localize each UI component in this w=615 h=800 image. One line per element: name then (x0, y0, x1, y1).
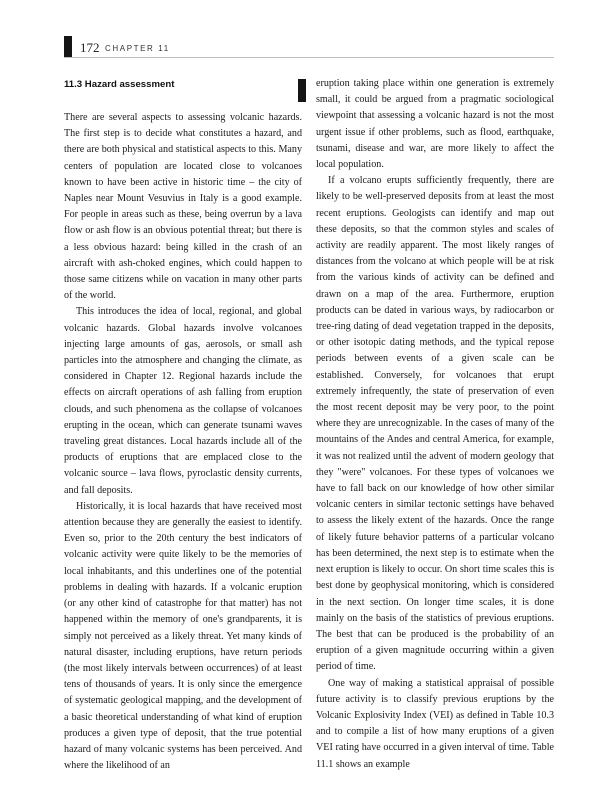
paragraph: If a volcano erupts sufficiently frequently, there are likely to be well-preserved deposits from at least the most recent eruptions. Geologists can identify and map out these deposits, so that the common styles and scales of activity are readily apparent. The most likely ranges of distances from the volcano at which people will be at risk from the various kinds of activity can be defined and drawn on a map of the area. Furthermore, eruption products can be dated in various ways, by radiocarbon or tree-ring dating of dead vegetation trapped in the deposits, or other isotopic dating methods, and the typical repose periods between events of a given scale can be established. Conversely, for volcanoes that erupt extremely infrequently, the state of preservation of even the most recent deposit may be very poor, to the point where they are unrecognizable. In the cases of many of the mountains of the Andes and central America, for example, it was not realized until the advent of modern geology that they "were" volcanoes. For these types of volcanoes we have to fall back on our knowledge of how other similar volcanic centers in similar tectonic settings have behaved to assess the likely extent of the hazards. Once the range of likely future behavior patterns of a particular volcano has been determined, the next step is to estimate when the next eruption is likely to occur. On short time scales this is best done by geophysical monitoring, which is considered in the next section. On longer time scales, it is done mainly on the basis of the statistics of previous eruptions. The best that can be produced is the probability of an eruption of a given magnitude occurring within a given period of time. (316, 175, 554, 673)
header-rule (64, 57, 554, 58)
section-title: 11.3 Hazard assessment (64, 79, 175, 90)
paragraph: There are several aspects to assessing volcanic hazards. The first step is to decide what constitutes a hazard, and there are both physical and statistical aspects to this. Many centers of population are located close to volcanoes known to have been active in historic time – the city of Naples near Mount Vesuvius in Italy is a good example. For people in areas such as these, being overrun by a lava flow or ash flow is an obvious potential threat; but there is a less obvious hazard: being killed in the crash of an aircraft with ash-choked engines, which could happen to those same citizens while on vacation in many other parts of the world. (64, 112, 302, 302)
paragraph: One way of making a statistical appraisal of possible future activity is to classify previous eruptions by the Volcanic Explosivity Index (VEI) as defined in Table 10.3 and to compile a list of how many eruptions of a given VEI rating have occurred in a given interval of time. Table 11.1 shows an example (316, 677, 554, 770)
right-column (316, 76, 554, 773)
paragraph: This introduces the idea of local, regional, and global volcanic hazards. Global hazards involve volcanoes injecting large amounts of gas, aerosols, or small ash particles into the atmosphere and changing the climate, as considered in Chapter 12. Regional hazards include the effects on aircraft operations of ash falling from eruption clouds, and such phenomena as the collapse of volcanoes erupting in the ocean, which can generate tsunami waves traveling great distances. Local hazards include all of the products of eruptions that are emplaced close to the volcanic source – lava flows, pyroclastic density currents, and fall deposits. (64, 306, 302, 496)
paragraph: Historically, it is local hazards that have received most attention because they are generally the easiest to identify. Even so, prior to the 20th century the best indicators of volcanic activity were quite likely to be the memories of local inhabitants, and this underlines one of the potential problems in dealing with hazards. If a volcanic eruption (or any other kind of catastrophe for that matter) has not happened within the memory of one's grandparents, it is simply not perceived as a likely threat. Yet many kinds of natural disaster, including eruptions, have return periods (the most likely intervals between occurrences) of at least tens of thousands of years. It is only since the emergence of systematic geological mapping, and the development of a basic theoretical understanding of what kind of eruption produces a given type of deposit, that the true potential hazard of many volcanic systems has been perceived. And where the likelihood of an (64, 500, 302, 772)
chapter-label: CHAPTER 11 (105, 44, 170, 53)
left-column (64, 76, 302, 774)
paragraph: eruption taking place within one generation is extremely small, it could be argued from a pragmatic sociological viewpoint that assessing a volcanic hazard is not the most urgent issue if other problems, such as flood, earthquake, tsunami, disease and war, are more likely to affect the local population. (316, 78, 554, 171)
section-marker-bar (298, 79, 306, 102)
section-heading (64, 76, 302, 102)
header-marker-bar (64, 36, 72, 58)
page-number: 172 (80, 40, 100, 55)
